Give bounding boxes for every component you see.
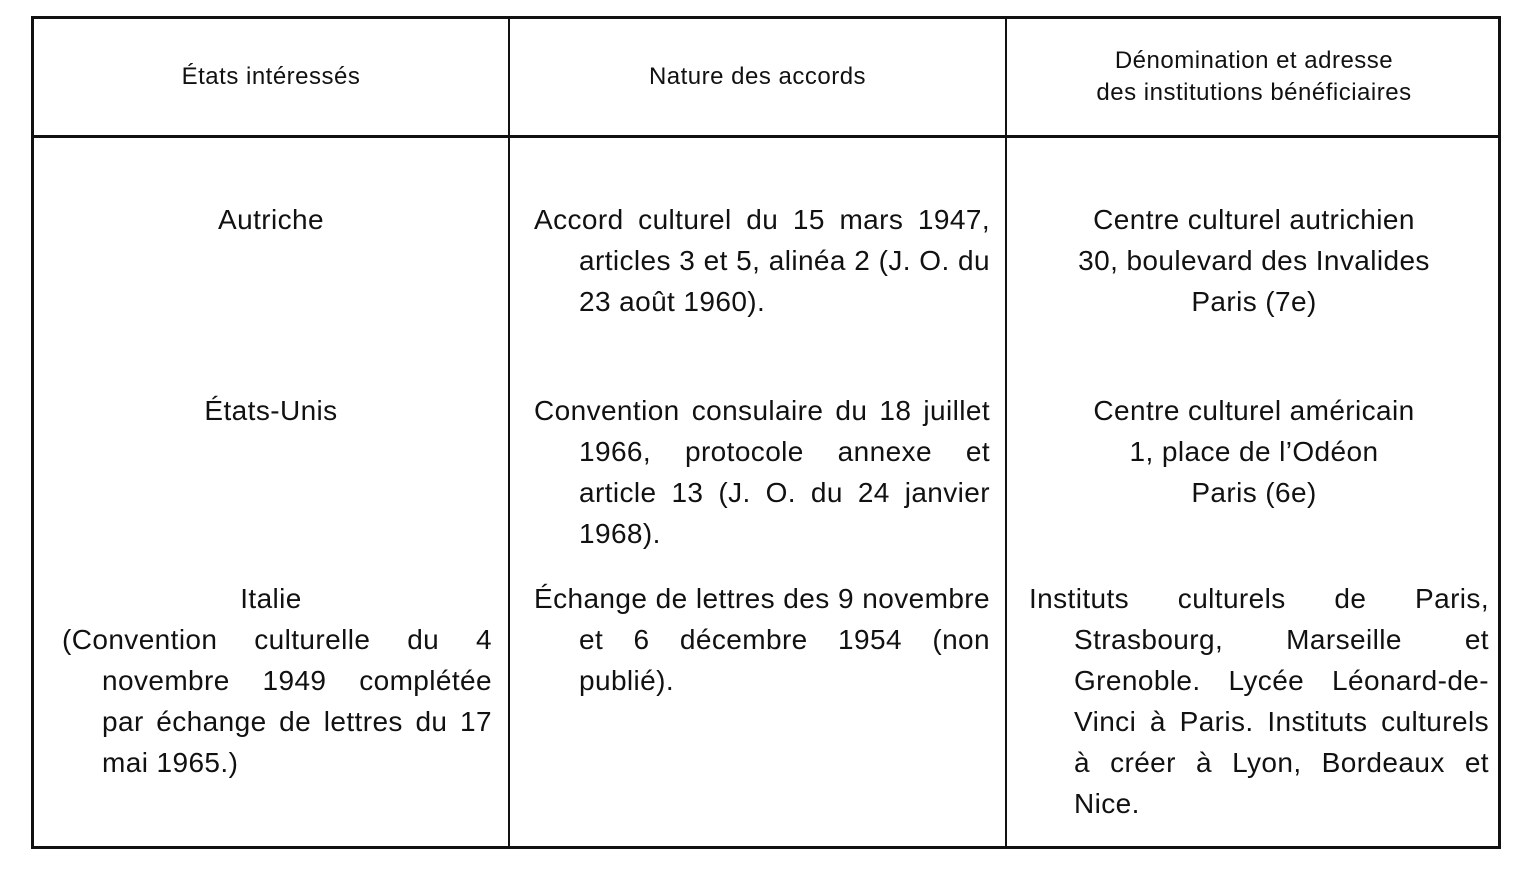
- institution-line: Paris (7e): [1191, 286, 1317, 317]
- table-row-state: [34, 199, 508, 240]
- institution-line: Centre culturel américain: [1093, 395, 1415, 426]
- table-row-agreement: Accord culturel du 15 mars 1947, articles 3 et 5, alinéa 2 (J. O. du 23 août 1960).: [534, 204, 990, 317]
- column-divider: [508, 19, 510, 846]
- state-name: Autriche: [218, 204, 324, 235]
- header-divider: [34, 135, 1498, 138]
- institution-line: Centre culturel autrichien: [1093, 204, 1415, 235]
- table-row-agreement: Échange de lettres des 9 novembre et 6 décembre 1954 (non publié).: [534, 583, 990, 696]
- institution-line: Paris (6e): [1191, 477, 1317, 508]
- table-row-institution: [1007, 390, 1501, 513]
- header-agreements: Nature des accords: [648, 63, 867, 90]
- state-note: (Convention culturelle du 4 novembre 1949 complétée par échange de lettres du 17 mai 1965.): [62, 624, 492, 778]
- table-row-state: [34, 578, 508, 783]
- table-row-institution: [1007, 199, 1501, 322]
- state-name: Italie: [240, 583, 302, 614]
- agreements-table: [31, 16, 1501, 849]
- header-institutions: [1007, 19, 1501, 135]
- table-row-agreement: Convention consulaire du 18 juillet 1966, protocole annexe et article 13 (J. O. du 24 janvier 1968).: [534, 395, 990, 549]
- header-institutions-line: Dénomination et adresse: [1114, 47, 1394, 74]
- header-states: États intéressés: [181, 63, 361, 90]
- table-row-state: [34, 390, 508, 431]
- institution-line: 1, place de l’Odéon: [1129, 436, 1379, 467]
- institution-line: 30, boulevard des Invalides: [1078, 245, 1430, 276]
- state-name: États-Unis: [204, 395, 338, 426]
- table-row-institution: Instituts culturels de Paris, Strasbourg, Marseille et Grenoble. Lycée Léonard-de-Vinci à Paris. Instituts culturels à créer à Lyon, Bordeaux et Nice.: [1029, 583, 1489, 819]
- header-institutions-line: des institutions bénéficiaires: [1096, 79, 1412, 106]
